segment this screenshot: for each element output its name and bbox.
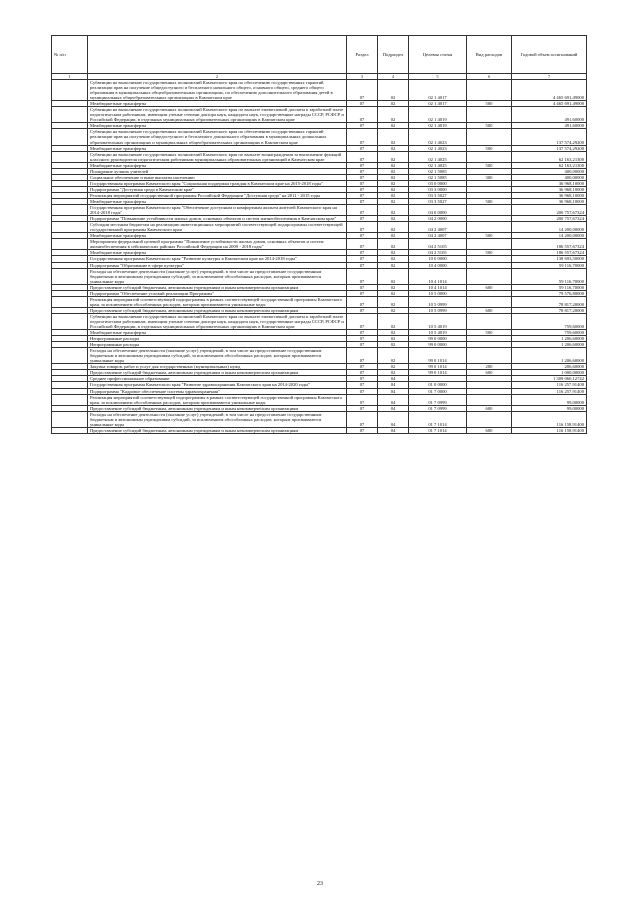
item-name-cell: Реализация мероприятий соответствующей подпрограммы в рамках соответствующей государственной программы Камчатского края, за исключением обособленных расходов, которым присваиваются уникальные коды — [88, 394, 347, 405]
target-article-cell: 99 0 0000 — [409, 336, 467, 342]
razdel-cell: 07 — [347, 192, 378, 198]
amount-cell: 206,60000 — [512, 364, 587, 370]
expense-type-cell: 500 — [467, 233, 512, 239]
podrazdel-cell: 04 — [378, 394, 409, 405]
amount-cell: 59 116,70000 — [512, 268, 587, 284]
podrazdel-cell: 02 — [378, 262, 409, 268]
podrazdel-cell: 02 — [378, 284, 409, 290]
amount-cell: 759,60000 — [512, 330, 587, 336]
podrazdel-cell: 02 — [378, 239, 409, 250]
expense-type-cell: 500 — [467, 162, 512, 168]
amount-cell: 36 968,10000 — [512, 186, 587, 192]
razdel-cell: 07 — [347, 388, 378, 394]
row-number-cell — [52, 239, 88, 250]
target-article-cell: 02 1 4019 — [409, 123, 467, 129]
razdel-cell: 07 — [347, 239, 378, 250]
row-number-cell — [52, 268, 88, 284]
target-article-cell: 04 2 5105 — [409, 250, 467, 256]
amount-cell: 137 574,29200 — [512, 129, 587, 145]
amount-cell: 4 465 691,49000 — [512, 101, 587, 107]
item-name-cell: Предоставление субсидий бюджетным, автономным учреждениям и иным некоммерческим организациям — [88, 405, 347, 411]
item-name-cell: Подпрограмма "Доступная среда в Камчатском крае" — [88, 186, 347, 192]
target-article-cell: 04 2 4007 — [409, 233, 467, 239]
podrazdel-cell: 02 — [378, 268, 409, 284]
target-article-cell: 04 2 5105 — [409, 239, 467, 250]
razdel-cell: 07 — [347, 180, 378, 186]
amount-cell: 59 116,70000 — [512, 262, 587, 268]
item-name-cell: Подпрограмма "Обеспечение условий реализации Программы" — [88, 290, 347, 296]
table-row — [52, 80, 587, 101]
razdel-cell: 07 — [347, 168, 378, 174]
amount-cell: 1 206,60000 — [512, 348, 587, 364]
item-name-cell: Среднее профессиональное образование — [88, 376, 347, 382]
item-name-cell: Подпрограмма "Образование в сфере культуры" — [88, 262, 347, 268]
podrazdel-cell: 02 — [378, 313, 409, 329]
target-article-cell: 03 0 0000 — [409, 180, 467, 186]
target-article-cell: 10 0 0000 — [409, 256, 467, 262]
expense-type-cell — [467, 394, 512, 405]
expense-type-cell: 600 — [467, 307, 512, 313]
item-name-cell: Субвенции на выполнение государственных полномочий Камчатского края по выплате ежемесячной доплаты к заработной плате педагогическим работникам, имеющим ученые степени доктора наук, кандидата наук, государственные награды СССР, РСФСР и Российской Федерации, в отдельных муниципальных образовательных организациях в Камчатском крае — [88, 107, 347, 123]
table-row — [52, 239, 587, 250]
target-article-cell: 02 1 5085 — [409, 168, 467, 174]
expense-type-cell — [467, 268, 512, 284]
amount-cell: 1 206,60000 — [512, 342, 587, 348]
razdel-cell: 07 — [347, 216, 378, 222]
item-name-cell: Подпрограмма "Кадровое обеспечение системы здравоохранения" — [88, 388, 347, 394]
razdel-cell: 07 — [347, 405, 378, 411]
amount-cell: 99,00000 — [512, 394, 587, 405]
item-name-cell: Межбюджетные трансферты — [88, 233, 347, 239]
table-row — [52, 348, 587, 364]
item-name-cell: Межбюджетные трансферты — [88, 101, 347, 107]
table-row — [52, 427, 587, 433]
target-article-cell: 10 4 1014 — [409, 284, 467, 290]
podrazdel-cell: 02 — [378, 370, 409, 376]
amount-cell: 116 158,91400 — [512, 411, 587, 427]
expense-type-cell: 600 — [467, 427, 512, 433]
target-article-cell: 10 4 0000 — [409, 262, 467, 268]
row-number-cell — [52, 411, 88, 427]
header-annual-amount: Годовой объем ассигнований — [512, 36, 587, 74]
column-number: 1 — [52, 74, 88, 80]
column-number: 3 — [347, 74, 378, 80]
podrazdel-cell: 02 — [378, 129, 409, 145]
razdel-cell: 07 — [347, 364, 378, 370]
column-number: 2 — [88, 74, 347, 80]
amount-cell: 138 693,50000 — [512, 256, 587, 262]
item-name-cell: Государственная программа Камчатского края "Обеспечение доступным и комфортным жильем жителей Камчатского края на 2014-2018 годы" — [88, 205, 347, 216]
expense-type-cell — [467, 411, 512, 427]
podrazdel-cell: 02 — [378, 145, 409, 151]
target-article-cell: 10 5 0000 — [409, 290, 467, 296]
razdel-cell: 07 — [347, 284, 378, 290]
target-article-cell: 04 0 0000 — [409, 205, 467, 216]
target-article-cell: 10 5 4019 — [409, 330, 467, 336]
table-row — [52, 411, 587, 427]
amount-cell: 1 309 060,12742 — [512, 376, 587, 382]
podrazdel-cell: 04 — [378, 388, 409, 394]
column-number: 4 — [378, 74, 409, 80]
amount-cell: 1 206,60000 — [512, 336, 587, 342]
expense-type-cell: 500 — [467, 330, 512, 336]
target-article-cell: 02 1 4017 — [409, 80, 467, 101]
table-row — [52, 222, 587, 233]
item-name-cell: Субвенции на выполнение государственных полномочий Камчатского края по обеспечению государственных гарантий реализации прав на получение общедоступного и бесплатного начального общего, основного общего, среднего общего образования в муниципальных общеобразовательных организациях, по обеспечению дополнительного образования детей в муниципальных общеобразовательных организациях в Камчатском крае — [88, 80, 347, 101]
expense-type-cell — [467, 80, 512, 101]
header-podrazdel: Подраздел — [378, 36, 409, 74]
razdel-cell: 07 — [347, 250, 378, 256]
header-expense-type: Вид расходов — [467, 36, 512, 74]
header-name — [88, 36, 347, 74]
expense-type-cell — [467, 129, 512, 145]
podrazdel-cell: 04 — [378, 411, 409, 427]
row-number-cell — [52, 296, 88, 307]
expense-type-cell — [467, 348, 512, 364]
razdel-cell: 07 — [347, 151, 378, 162]
expense-type-cell: 200 — [467, 364, 512, 370]
item-name-cell: Подпрограмма "Повышение устойчивости жилых домов, основных объектов и систем жизнеобеспечения в Камчатском крае" — [88, 216, 347, 222]
razdel-cell: 07 — [347, 107, 378, 123]
budget-table — [51, 35, 587, 434]
razdel-cell: 07 — [347, 129, 378, 145]
target-article-cell: 03 3 5027 — [409, 198, 467, 204]
podrazdel-cell: 02 — [378, 296, 409, 307]
item-name-cell: Межбюджетные трансферты — [88, 145, 347, 151]
razdel-cell: 07 — [347, 80, 378, 101]
podrazdel-cell: 02 — [378, 307, 409, 313]
amount-cell: 78 817,20000 — [512, 296, 587, 307]
podrazdel-cell: 04 — [378, 382, 409, 388]
podrazdel-cell: 02 — [378, 198, 409, 204]
item-name-cell: Непрограммные расходы — [88, 336, 347, 342]
target-article-cell: 10 5 0999 — [409, 296, 467, 307]
target-article-cell: 01 7 0999 — [409, 394, 467, 405]
expense-type-cell: 500 — [467, 123, 512, 129]
podrazdel-cell: 02 — [378, 192, 409, 198]
podrazdel-cell: 02 — [378, 290, 409, 296]
amount-cell: 759,60000 — [512, 313, 587, 329]
razdel-cell: 07 — [347, 198, 378, 204]
podrazdel-cell: 02 — [378, 180, 409, 186]
amount-cell: 62 163,21300 — [512, 162, 587, 168]
item-name-cell: Государственная программа Камчатского края "Развитие культуры в Камчатском крае на 2014-2018 годы" — [88, 256, 347, 262]
row-number-cell — [52, 151, 88, 162]
expense-type-cell: 600 — [467, 284, 512, 290]
expense-type-cell: 300 — [467, 174, 512, 180]
target-article-cell: 04 2 4007 — [409, 222, 467, 233]
amount-cell: 186 557,67324 — [512, 239, 587, 250]
expense-type-cell — [467, 296, 512, 307]
podrazdel-cell: 02 — [378, 256, 409, 262]
razdel-cell: 07 — [347, 382, 378, 388]
target-article-cell: 10 4 1014 — [409, 268, 467, 284]
target-article-cell: 02 1 5085 — [409, 174, 467, 180]
podrazdel-cell: 04 — [378, 405, 409, 411]
target-article-cell: 01 7 0000 — [409, 388, 467, 394]
podrazdel-cell: 04 — [378, 376, 409, 382]
target-article-cell: 01 0 0000 — [409, 382, 467, 388]
razdel-cell: 07 — [347, 162, 378, 168]
item-name-cell: Межбюджетные трансферты — [88, 198, 347, 204]
column-number: 7 — [512, 74, 587, 80]
podrazdel-cell: 02 — [378, 123, 409, 129]
expense-type-cell: 500 — [467, 198, 512, 204]
target-article-cell: 03 3 5027 — [409, 192, 467, 198]
row-number-cell — [52, 427, 88, 433]
amount-cell: 200 757,67324 — [512, 205, 587, 216]
amount-cell: 400,00000 — [512, 168, 587, 174]
item-name-cell: Непрограммные расходы — [88, 342, 347, 348]
table-row — [52, 107, 587, 123]
razdel-cell: 07 — [347, 174, 378, 180]
amount-cell: 1 000,00000 — [512, 370, 587, 376]
expense-type-cell — [467, 151, 512, 162]
amount-cell: 137 574,29200 — [512, 145, 587, 151]
item-name-cell: Межбюджетные трансферты — [88, 250, 347, 256]
razdel-cell: 07 — [347, 256, 378, 262]
target-article-cell: 03 3 0000 — [409, 186, 467, 192]
table-header-row — [52, 36, 587, 74]
item-name-cell: Реализация мероприятий государственной программы Российской Федерации "Доступная среда" на 2011 - 2015 годы — [88, 192, 347, 198]
amount-cell: 4 465 691,49000 — [512, 80, 587, 101]
row-number-cell — [52, 80, 88, 101]
expense-type-cell — [467, 205, 512, 216]
razdel-cell: 07 — [347, 145, 378, 151]
table-row — [52, 268, 587, 284]
razdel-cell: 07 — [347, 427, 378, 433]
amount-cell: 36 968,10000 — [512, 198, 587, 204]
row-number-cell — [52, 107, 88, 123]
podrazdel-cell: 02 — [378, 364, 409, 370]
item-name-cell: Субсидии местным бюджетам на реализацию инвестиционных мероприятий соответствующей подпрограммы соответствующей государственной программы Камчатского края — [88, 222, 347, 233]
target-article-cell: 10 5 4019 — [409, 313, 467, 329]
podrazdel-cell: 02 — [378, 162, 409, 168]
item-name-cell: Поощрение лучших учителей — [88, 168, 347, 174]
razdel-cell: 07 — [347, 290, 378, 296]
target-article-cell: 02 1 4025 — [409, 162, 467, 168]
header-num: № п/п — [52, 36, 88, 74]
expense-type-cell: 600 — [467, 370, 512, 376]
row-number-cell — [52, 348, 88, 364]
razdel-cell: 07 — [347, 394, 378, 405]
razdel-cell: 07 — [347, 222, 378, 233]
item-name-cell: Расходы на обеспечение деятельности (оказание услуг) учреждений, в том числе на предоставление государственным бюджетным и автономным учреждениям субсидий, за исключением обособленных расходов, которым присваиваются уникальные коды — [88, 268, 347, 284]
podrazdel-cell: 02 — [378, 216, 409, 222]
razdel-cell: 07 — [347, 205, 378, 216]
item-name-cell: Предоставление субсидий бюджетным, автономным учреждениям и иным некоммерческим организациям — [88, 427, 347, 433]
header-target-article: Целевая статья — [409, 36, 467, 74]
razdel-cell: 07 — [347, 342, 378, 348]
podrazdel-cell: 02 — [378, 101, 409, 107]
podrazdel-cell: 02 — [378, 186, 409, 192]
amount-cell: 116 257,91400 — [512, 382, 587, 388]
target-article-cell: 02 1 4017 — [409, 101, 467, 107]
expense-type-cell: 600 — [467, 405, 512, 411]
expense-type-cell — [467, 313, 512, 329]
amount-cell: 186 557,67324 — [512, 250, 587, 256]
item-name-cell: Субвенции на выполнение государственных полномочий Камчатского края по обеспечению государственных гарантий реализации прав на получение общедоступного и бесплатного дошкольного образования в муниципальных дошкольных образовательных организациях и муниципальных общеобразовательных организациях в Камчатском крае — [88, 129, 347, 145]
header-razdel: Раздел — [347, 36, 378, 74]
target-article-cell: 99 0 0000 — [409, 342, 467, 348]
item-name-cell: Межбюджетные трансферты — [88, 162, 347, 168]
amount-cell: 491,60000 — [512, 107, 587, 123]
target-article-cell: 02 1 4023 — [409, 145, 467, 151]
table-row — [52, 129, 587, 145]
razdel-cell: 07 — [347, 336, 378, 342]
target-article-cell: 10 5 0999 — [409, 307, 467, 313]
column-number: 6 — [467, 74, 512, 80]
razdel-cell: 07 — [347, 370, 378, 376]
table-row — [52, 394, 587, 405]
podrazdel-cell: 02 — [378, 174, 409, 180]
razdel-cell: 07 — [347, 123, 378, 129]
podrazdel-cell: 02 — [378, 107, 409, 123]
item-name-cell: Мероприятия федеральной целевой программы "Повышение устойчивости жилых домов, основных объектов и систем жизнеобеспечения в сейсмических районах Российской Федерации на 2009 - 2018 годы" — [88, 239, 347, 250]
table-row — [52, 313, 587, 329]
razdel-cell: 07 — [347, 233, 378, 239]
item-name-cell: Расходы на обеспечение деятельности (оказание услуг) учреждений, в том числе на предоставление государственным бюджетным и автономным учреждениям субсидий, за исключением обособленных расходов, которым присваиваются уникальные коды — [88, 348, 347, 364]
amount-cell: 116 257,91400 — [512, 388, 587, 394]
row-number-cell — [52, 394, 88, 405]
podrazdel-cell: 02 — [378, 233, 409, 239]
expense-type-cell: 500 — [467, 145, 512, 151]
razdel-cell: 07 — [347, 186, 378, 192]
item-name-cell: Межбюджетные трансферты — [88, 123, 347, 129]
amount-cell: 62 163,21300 — [512, 151, 587, 162]
razdel-cell: 07 — [347, 296, 378, 307]
target-article-cell: 02 1 4019 — [409, 107, 467, 123]
row-number-cell — [52, 222, 88, 233]
item-name-cell: Реализация мероприятий соответствующей подпрограммы в рамках соответствующей государственной программы Камчатского края, за исключением обособленных расходов, которым присваиваются уникальные коды — [88, 296, 347, 307]
row-number-cell — [52, 205, 88, 216]
target-article-cell: 01 7 1014 — [409, 427, 467, 433]
target-article-cell: 99 0 1014 — [409, 348, 467, 364]
razdel-cell: 07 — [347, 411, 378, 427]
target-article-cell: 99 0 1014 — [409, 370, 467, 376]
podrazdel-cell: 02 — [378, 168, 409, 174]
amount-cell: 491,60000 — [512, 123, 587, 129]
amount-cell: 14 200,00000 — [512, 222, 587, 233]
podrazdel-cell: 02 — [378, 348, 409, 364]
razdel-cell: 07 — [347, 313, 378, 329]
row-number-cell — [52, 313, 88, 329]
item-name-cell: Субвенции на выполнение государственных полномочий Камчатского края по выплате вознаграждения за выполнение функций классного руководителя педагогическим работникам муниципальных образовательных организаций в Камчатском крае — [88, 151, 347, 162]
razdel-cell: 07 — [347, 101, 378, 107]
item-name-cell: Государственная программа Камчатского края "Развитие здравоохранения Камчатского края на 2014-2020 годы" — [88, 382, 347, 388]
amount-cell: 36 968,10000 — [512, 180, 587, 186]
expense-type-cell — [467, 239, 512, 250]
expense-type-cell — [467, 222, 512, 233]
item-name-cell: Социальное обеспечение и иные выплаты населению — [88, 174, 347, 180]
amount-cell: 78 817,20000 — [512, 307, 587, 313]
target-article-cell: 01 7 1014 — [409, 411, 467, 427]
razdel-cell: 07 — [347, 307, 378, 313]
podrazdel-cell: 02 — [378, 205, 409, 216]
item-name-cell: Субвенции на выполнение государственных полномочий Камчатского края по выплате ежемесячной доплаты к заработной плате педагогическим работникам, имеющим ученые степени доктора наук, кандидата наук, государственные награды СССР, РСФСР и Российской Федерации, в отдельных муниципальных образовательных организациях в Камчатском крае — [88, 313, 347, 329]
target-article-cell: 04 2 0000 — [409, 216, 467, 222]
amount-cell: 116 158,91400 — [512, 427, 587, 433]
podrazdel-cell: 02 — [378, 80, 409, 101]
podrazdel-cell: 02 — [378, 250, 409, 256]
item-name-cell: Закупка товаров, работ и услуг для государственных (муниципальных) нужд — [88, 364, 347, 370]
amount-cell: 200 757,67324 — [512, 216, 587, 222]
razdel-cell: 07 — [347, 268, 378, 284]
table-row — [52, 205, 587, 216]
amount-cell: 400,00000 — [512, 174, 587, 180]
razdel-cell: 07 — [347, 330, 378, 336]
target-article-cell: 01 7 0999 — [409, 405, 467, 411]
item-name-cell: Предоставление субсидий бюджетным, автономным учреждениям и иным некоммерческим организациям — [88, 307, 347, 313]
razdel-cell: 07 — [347, 376, 378, 382]
podrazdel-cell: 02 — [378, 336, 409, 342]
target-article-cell: 02 1 4023 — [409, 129, 467, 145]
target-article-cell: 99 0 1014 — [409, 364, 467, 370]
item-name-cell: Предоставление субсидий бюджетным, автономным учреждениям и иным некоммерческим организациям — [88, 284, 347, 290]
amount-cell: 79 576,80000 — [512, 290, 587, 296]
item-name-cell: Предоставление субсидий бюджетным, автономным учреждениям и иным некоммерческим организациям — [88, 370, 347, 376]
column-number: 5 — [409, 74, 467, 80]
amount-cell: 59 116,70000 — [512, 284, 587, 290]
razdel-cell: 07 — [347, 262, 378, 268]
podrazdel-cell: 02 — [378, 330, 409, 336]
amount-cell: 99,00000 — [512, 405, 587, 411]
expense-type-cell: 500 — [467, 250, 512, 256]
item-name-cell: Межбюджетные трансферты — [88, 330, 347, 336]
podrazdel-cell: 04 — [378, 427, 409, 433]
expense-type-cell: 500 — [467, 101, 512, 107]
target-article-cell: 02 1 4025 — [409, 151, 467, 162]
table-row — [52, 296, 587, 307]
razdel-cell: 07 — [347, 348, 378, 364]
table-row — [52, 151, 587, 162]
expense-type-cell — [467, 107, 512, 123]
table-body — [52, 80, 587, 434]
row-number-cell — [52, 129, 88, 145]
item-name-cell: Государственная программа Камчатского края "Социальная поддержка граждан в Камчатском крае на 2015-2018 годы" — [88, 180, 347, 186]
podrazdel-cell: 02 — [378, 151, 409, 162]
amount-cell: 36 968,10000 — [512, 192, 587, 198]
podrazdel-cell: 02 — [378, 222, 409, 233]
podrazdel-cell: 02 — [378, 342, 409, 348]
page-number: 23 — [317, 881, 323, 887]
item-name-cell: Расходы на обеспечение деятельности (оказание услуг) учреждений, в том числе на предоставление государственным бюджетным и автономным учреждениям субсидий, за исключением обособленных расходов, которым присваиваются уникальные коды — [88, 411, 347, 427]
amount-cell: 14 200,00000 — [512, 233, 587, 239]
